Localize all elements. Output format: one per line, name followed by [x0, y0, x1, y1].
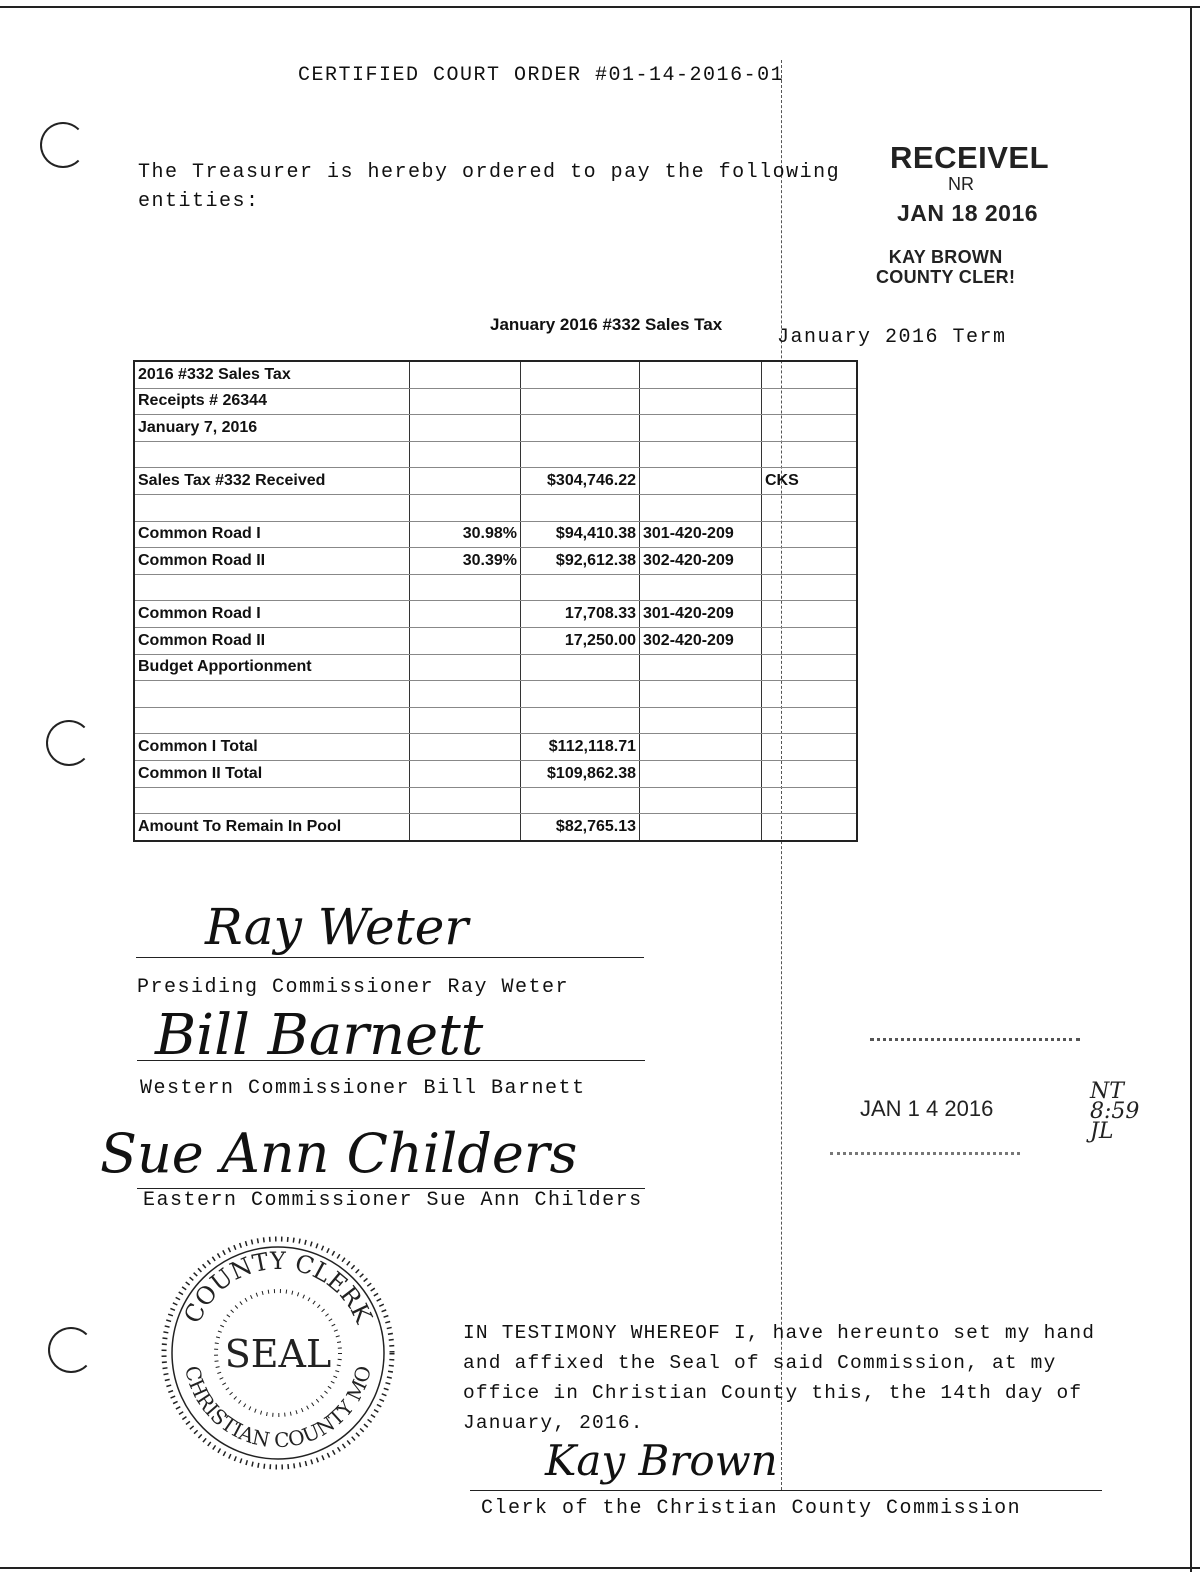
table-cell: [640, 654, 762, 681]
table-cell: [521, 361, 640, 388]
table-cell: [762, 601, 858, 628]
table-cell: [640, 787, 762, 814]
table-row: [134, 388, 857, 415]
table-row: [134, 681, 857, 708]
table-cell: 17,250.00: [521, 627, 640, 654]
table-cell: [410, 361, 521, 388]
table-cell: [134, 681, 410, 708]
table-cell: [410, 707, 521, 734]
table-cell: Common II Total: [134, 760, 410, 787]
table-cell: [521, 415, 640, 442]
table-cell: Common Road I: [134, 601, 410, 628]
received-stamp-name-line2: COUNTY CLER!: [876, 267, 1016, 287]
table-row: [134, 601, 857, 628]
table-cell: [762, 787, 858, 814]
received-stamp-name-line1: KAY BROWN: [888, 247, 1003, 267]
table-row: [134, 814, 857, 841]
term-label: January 2016 Term: [777, 326, 1007, 349]
table-row: [134, 415, 857, 442]
filed-stamp-date: JAN 1 4 2016: [860, 1096, 994, 1121]
table-cell: [640, 441, 762, 468]
table-cell: [410, 415, 521, 442]
seal-center-text: SEAL: [224, 1332, 332, 1376]
table-cell: $304,746.22: [521, 468, 640, 495]
received-stamp-word: RECEIVEL: [890, 140, 1050, 175]
table-cell: [410, 760, 521, 787]
table-cell: [521, 388, 640, 415]
table-cell: [521, 707, 640, 734]
punch-hole-middle: [46, 720, 92, 766]
table-cell: [134, 441, 410, 468]
table-cell: [762, 521, 858, 548]
table-cell: [521, 681, 640, 708]
presiding-commissioner-caption: Presiding Commissioner Ray Weter: [137, 976, 570, 999]
table-cell: [521, 654, 640, 681]
table-cell: $82,765.13: [521, 814, 640, 841]
ray-weter-signature: Ray Weter: [205, 898, 469, 956]
table-cell: Common Road II: [134, 548, 410, 575]
table-cell: [762, 415, 858, 442]
received-stamp-name: [876, 247, 1015, 287]
signature-line-ray: [136, 957, 644, 958]
seal-bottom-text: CHRISTIAN COUNTY MO: [180, 1363, 377, 1453]
table-cell: 30.98%: [410, 521, 521, 548]
table-row: [134, 760, 857, 787]
table-cell: [521, 494, 640, 521]
received-stamp-initials: NR: [948, 174, 974, 194]
punch-hole-bottom: [48, 1327, 94, 1373]
table-title: January 2016 #332 Sales Tax: [490, 315, 723, 334]
table-row: [134, 468, 857, 495]
sales-tax-table: [133, 360, 858, 842]
page-border-top: [0, 6, 1200, 8]
table-cell: [762, 681, 858, 708]
table-cell: [410, 627, 521, 654]
table-row: [134, 734, 857, 761]
table-cell: [134, 494, 410, 521]
table-cell: [410, 787, 521, 814]
table-cell: [410, 494, 521, 521]
table-cell: [640, 361, 762, 388]
sue-ann-childers-signature: Sue Ann Childers: [100, 1122, 578, 1185]
table-row: [134, 361, 857, 388]
table-cell: [762, 388, 858, 415]
table-cell: 302-420-209: [640, 627, 762, 654]
signature-line-clerk: [470, 1490, 1102, 1491]
table-cell: [521, 574, 640, 601]
table-row: [134, 787, 857, 814]
table-cell: [762, 734, 858, 761]
table-cell: [762, 707, 858, 734]
table-cell: Amount To Remain In Pool: [134, 814, 410, 841]
table-cell: [410, 814, 521, 841]
table-row: [134, 627, 857, 654]
table-cell: [762, 574, 858, 601]
table-cell: [410, 388, 521, 415]
filed-stamp-handwritten-note: NT 8:59 JL: [1090, 1079, 1140, 1144]
table-cell: [134, 787, 410, 814]
table-cell: [762, 361, 858, 388]
table-cell: $109,862.38: [521, 760, 640, 787]
table-cell: Sales Tax #332 Received: [134, 468, 410, 495]
table-cell: [410, 574, 521, 601]
received-stamp-date: JAN 18 2016: [897, 200, 1039, 226]
table-cell: [640, 388, 762, 415]
table-cell: [410, 441, 521, 468]
table-cell: [762, 548, 858, 575]
filed-stamp-faded-text: [870, 1038, 1080, 1042]
punch-hole-top: [40, 122, 86, 168]
table-cell: [410, 734, 521, 761]
table-cell: [640, 415, 762, 442]
table-cell: [521, 787, 640, 814]
table-row: [134, 548, 857, 575]
table-cell: [762, 654, 858, 681]
table-cell: $92,612.38: [521, 548, 640, 575]
table-cell: [640, 707, 762, 734]
court-order-title: CERTIFIED COURT ORDER #01-14-2016-01: [298, 64, 785, 87]
table-cell: CKS: [762, 468, 858, 495]
table-cell: Common I Total: [134, 734, 410, 761]
table-row: [134, 521, 857, 548]
signature-line-bill: [137, 1060, 645, 1061]
table-cell: [410, 468, 521, 495]
table-cell: [762, 627, 858, 654]
filed-stamp-faded-text-lower: [830, 1152, 1020, 1156]
table-cell: 30.39%: [410, 548, 521, 575]
table-cell: [410, 654, 521, 681]
table-cell: [640, 494, 762, 521]
table-cell: [762, 760, 858, 787]
table-cell: 17,708.33: [521, 601, 640, 628]
table-row: [134, 441, 857, 468]
table-row: [134, 494, 857, 521]
table-cell: Budget Apportionment: [134, 654, 410, 681]
table-cell: [134, 574, 410, 601]
table-cell: [640, 814, 762, 841]
table-cell: January 7, 2016: [134, 415, 410, 442]
table-cell: 301-420-209: [640, 601, 762, 628]
table-cell: 301-420-209: [640, 521, 762, 548]
table-cell: [640, 760, 762, 787]
bill-barnett-signature: Bill Barnett: [155, 1003, 484, 1068]
kay-brown-signature: Kay Brown: [545, 1436, 778, 1485]
table-cell: Common Road I: [134, 521, 410, 548]
table-cell: 2016 #332 Sales Tax: [134, 361, 410, 388]
sales-tax-table-body: [134, 361, 857, 841]
seal-top-text: COUNTY CLERK: [178, 1246, 378, 1328]
table-cell: [410, 681, 521, 708]
table-cell: $112,118.71: [521, 734, 640, 761]
table-cell: [640, 681, 762, 708]
table-cell: [762, 494, 858, 521]
table-cell: [410, 601, 521, 628]
western-commissioner-caption: Western Commissioner Bill Barnett: [140, 1077, 586, 1100]
table-cell: 302-420-209: [640, 548, 762, 575]
table-cell: [762, 814, 858, 841]
table-cell: Common Road II: [134, 627, 410, 654]
clerk-caption: Clerk of the Christian County Commission: [481, 1497, 1022, 1520]
county-clerk-seal: [160, 1235, 396, 1471]
table-cell: [640, 468, 762, 495]
testimony-paragraph: IN TESTIMONY WHEREOF I, have hereunto set my hand and affixed the Seal of said Commission, at my office in Christian County this, the 14th day of January, 2016.: [463, 1322, 1096, 1434]
table-cell: [640, 574, 762, 601]
table-cell: Receipts # 26344: [134, 388, 410, 415]
table-cell: [762, 441, 858, 468]
eastern-commissioner-caption: Eastern Commissioner Sue Ann Childers: [143, 1189, 643, 1212]
page-border-right: [1190, 6, 1192, 1572]
table-cell: [640, 734, 762, 761]
table-cell: $94,410.38: [521, 521, 640, 548]
table-cell: [521, 441, 640, 468]
table-row: [134, 574, 857, 601]
table-cell: [134, 707, 410, 734]
table-row: [134, 707, 857, 734]
intro-text: The Treasurer is hereby ordered to pay the following entities:: [138, 161, 841, 213]
table-row: [134, 654, 857, 681]
page-border-bottom: [0, 1567, 1200, 1569]
